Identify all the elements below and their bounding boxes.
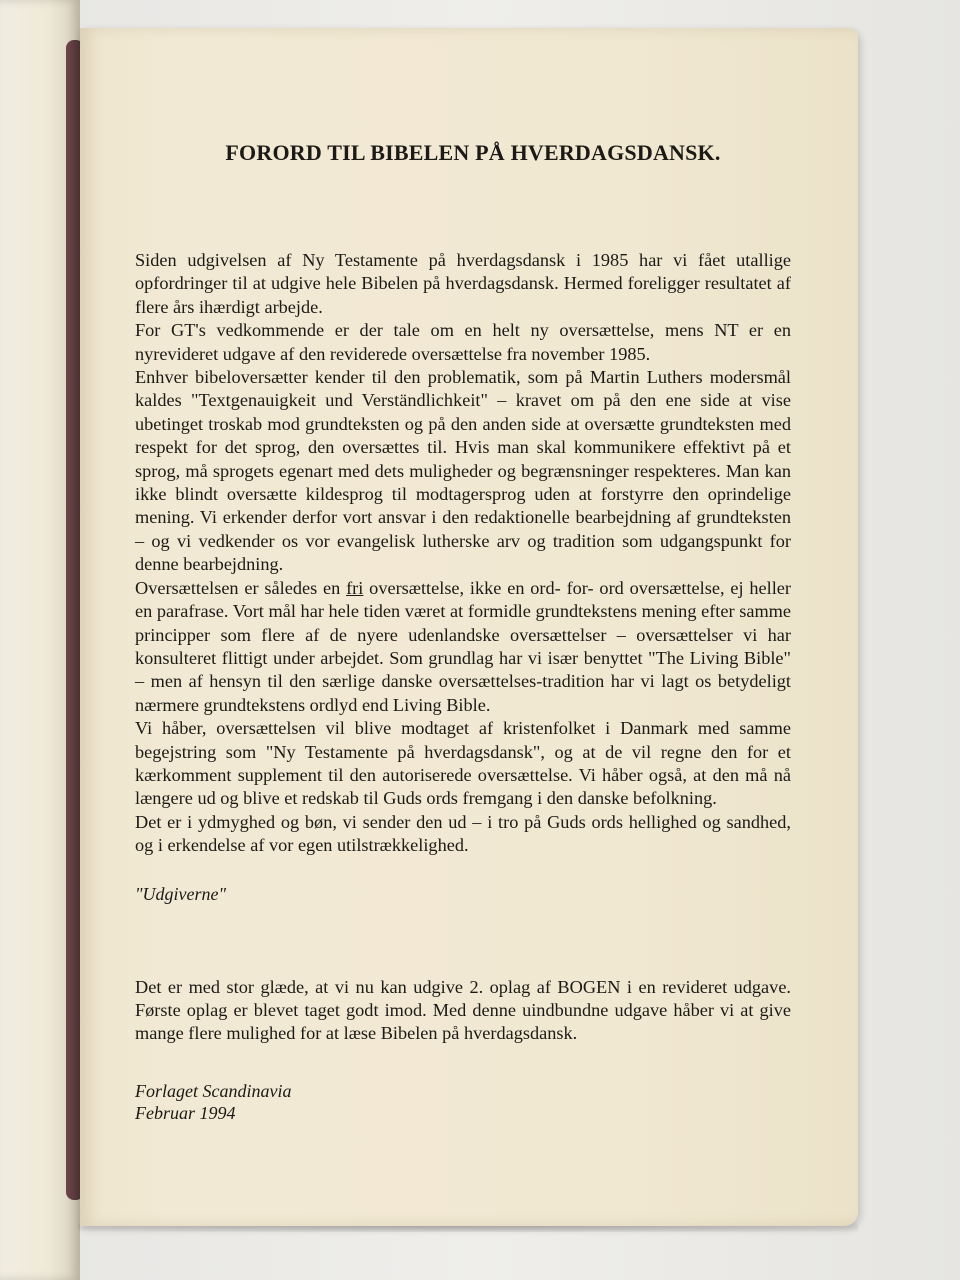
paragraph: For GT's vedkommende er der tale om en helt ny oversættelse, mens NT er en nyrevideret udgave af den reviderede oversættelse fra november 1985.	[135, 320, 791, 364]
signature: "Udgiverne"	[135, 883, 227, 904]
page-content	[135, 140, 791, 1124]
addendum-paragraph: Det er med stor glæde, at vi nu kan udgive 2. oplag af BOGEN i en revideret udgave. Første oplag er blevet taget godt imod. Med denne uindbundne udgave håber vi at give mange flere mulighed for at læse Bibelen på hverdagsdansk.	[135, 976, 791, 1044]
paragraph: Enhver bibeloversætter kender til den problematik, som på Martin Luthers modersmål kaldes "Textgenauigkeit und Verständlichkeit" – kravet om på den ene side at vise ubetinget troskab mod grundteksten og på den anden side at oversætte grundteksten med respekt for det sprog, den oversættes til. Hvis man skal kommunikere effektivt på et sprog, må sprogets egenart med dets muligheder og begrænsninger respekteres. Man kan ikke blindt oversætte kildesprog til modtagersprog uden at forstyrre den oprindelige mening. Vi erkender derfor vort ansvar i den redaktionelle bearbejdning af grundteksten – og vi vedkender os vor evangelisk lutherske arv og tradition som udgangspunkt for denne bearbejdning.	[135, 367, 791, 575]
publisher-block	[135, 1080, 791, 1124]
paragraph	[135, 577, 791, 717]
paragraph: Vi håber, oversættelsen vil blive modtaget af kristenfolket i Danmark med samme begejstring som "Ny Testamente på hverdagsdansk", og at de vil regne den for et kærkomment supplement til den autoriserede oversættelse. Vi håber også, at den må nå længere ud og blive et redskab til Guds ords fremgang i den danske befolkning.	[135, 718, 791, 809]
paragraph-text: Oversættelsen er således en	[135, 577, 347, 598]
paragraph: Siden udgivelsen af Ny Testamente på hverdagsdansk i 1985 har vi fået utallige opfordringer til at udgive hele Bibelen på hverdagsdansk. Hermed foreligger resultatet af flere års ihærdigt arbejde.	[135, 250, 791, 317]
page-title: FORORD TIL BIBELEN PÅ HVERDAGSDANSK.	[225, 140, 721, 165]
underlined-word: fri	[346, 577, 364, 598]
paragraph: Det er i ydmyghed og bøn, vi sender den ud – i tro på Guds ords hellighed og sandhed, og i erkendelse af vor egen utilstrækkelighed.	[135, 811, 791, 856]
paragraph-text: oversættelse, ikke en ord- for- ord oversættelse, ej heller en parafrase. Vort mål har hele tiden været at formidle grundtekstens mening efter samme principper som flere af de nyere udenlandske oversættelser – oversættelser vi har konsulteret flittigt under arbejdet. Som grundlag har vi især benyttet "The Living Bible" – men af hensyn til den særlige danske oversættelses-tradition har vi lagt os betydeligt nærmere grundtekstens ordlyd end Living Bible.	[135, 577, 791, 715]
publisher-name: Forlaget Scandinavia	[135, 1080, 292, 1101]
preface-body	[135, 249, 791, 858]
publication-date: Februar 1994	[135, 1102, 236, 1123]
